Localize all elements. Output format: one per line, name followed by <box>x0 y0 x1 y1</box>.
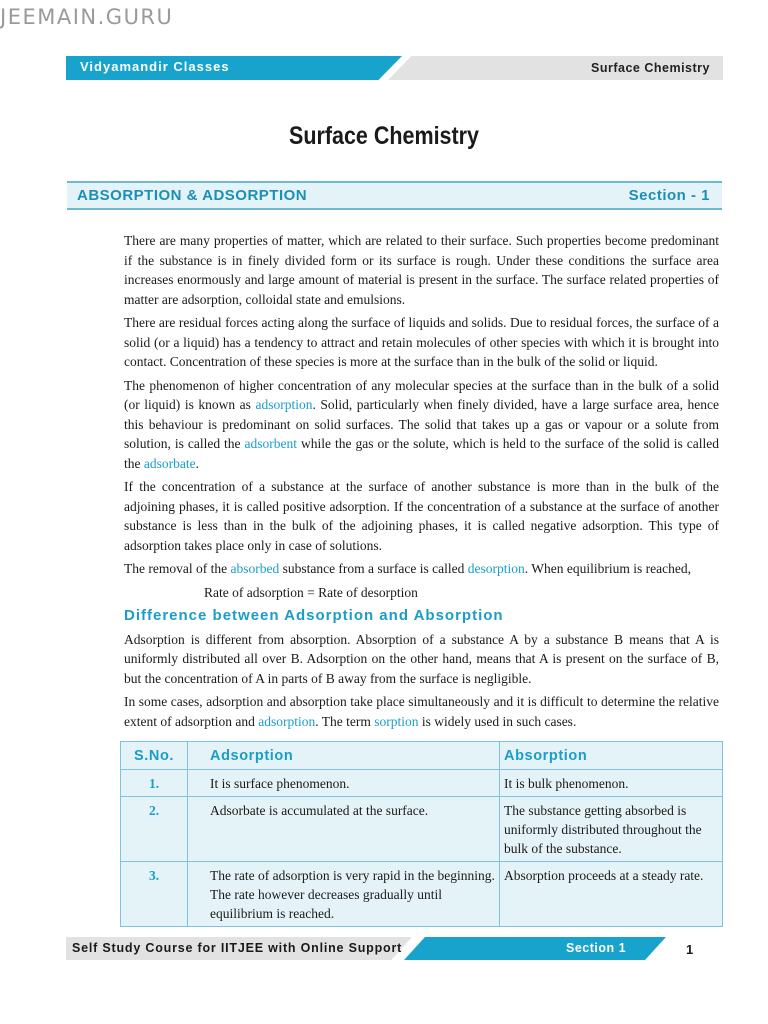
table-row <box>121 797 723 862</box>
paragraph-2: There are residual forces acting along the surface of liquids and solids. Due to residual forces, the surface of a solid (or a liquid) has a tendency to attract and retain molecules of other species with which it is brought into contact. Concentration of these species is more at the surface than in the bulk of the solid or liquid. <box>124 315 719 369</box>
section-number: Section - 1 <box>628 187 710 204</box>
subheading: Difference between Adsorption and Absorption <box>124 607 504 624</box>
cell-absorption: The substance getting absorbed is uniformly distributed throughout the bulk of the substance. <box>500 797 723 862</box>
section-title: ABSORPTION & ADSORPTION <box>77 187 308 204</box>
paragraph-1: There are many properties of matter, which are related to their surface. Such properties become predominant if the substance is in finely divided form or its surface is rough. Under these conditions the surface area increases enormously and large amount of material is present in the surface. The surface related properties of matter are adsorption, colloidal state and emulsions. <box>124 233 719 307</box>
paragraph-6: Adsorption is different from absorption. Absorption of a substance A by a substance B means that A is uniformly distributed all over B. Adsorption on the other hand, means that A is present on the surface of B, but the concentration of A in parts of B away from the surface is negligible. <box>124 631 719 686</box>
cell-absorption: Absorption proceeds at a steady rate. <box>500 862 723 927</box>
table-row <box>121 770 723 797</box>
term-absorbed: absorbed <box>230 561 280 576</box>
term-desorption: desorption <box>467 561 525 576</box>
paragraph-4: If the concentration of a substance at the surface of another substance is more than in the bulk of the adjoining phases, it is called positive adsorption. If the concentration of a substance at the surface of another substance is less than in the bulk of the adjoining phases, it is called negative adsorption. This type of adsorption takes place only in case of solutions. <box>124 479 719 553</box>
term-sorption: sorption <box>374 713 419 729</box>
watermark: JEEMAIN.GURU <box>0 5 174 29</box>
body-content <box>124 231 719 735</box>
comparison-table <box>120 741 723 927</box>
cell-adsorption: Adsorbate is accumulated at the surface. <box>188 797 500 862</box>
paragraph-3: The phenomenon of higher concentration of any molecular species at the surface than in the bulk of a solid (or liquid) is known as adsorption. Solid, particularly when finely divided, have a large surface area, hence this behaviour is predominant on solid surfaces. The solid that takes up a gas or vapour or a solute from solution, is called the adsorbent while the gas or the solute, which is held to the surface of the solid is called the adsorbate. <box>124 377 719 471</box>
header-sno: S.No. <box>121 742 188 770</box>
paragraph-5: The removal of the absorbed substance from a surface is called desorption. When equilibrium is reached, <box>124 561 691 576</box>
page-number: 1 <box>686 942 694 957</box>
footer-section: Section 1 <box>566 941 627 955</box>
cell-absorption: It is bulk phenomenon. <box>500 770 723 797</box>
header-absorption: Absorption <box>500 742 723 770</box>
row-number: 3. <box>121 862 188 927</box>
header-chapter: Surface Chemistry <box>591 61 710 75</box>
term-adsorption-2: adsorption <box>258 713 316 729</box>
term-adsorption: adsorption <box>255 397 313 412</box>
footer-course: Self Study Course for IITJEE with Online Support <box>72 941 403 955</box>
header-institute: Vidyamandir Classes <box>80 59 230 74</box>
paragraph-7: In some cases, adsorption and absorption take place simultaneously and it is difficult to determine the relative extent of adsorption and adsorption. The term sorption is widely used in such cases. <box>124 694 719 729</box>
row-number: 1. <box>121 770 188 797</box>
cell-adsorption: The rate of adsorption is very rapid in the beginning. The rate however decreases gradually until equilibrium is reached. <box>188 862 500 927</box>
table-header-row <box>121 742 723 770</box>
table-row <box>121 862 723 927</box>
term-adsorbent: adsorbent <box>244 436 298 451</box>
equation: Rate of adsorption = Rate of desorption <box>204 584 418 600</box>
page-title: Surface Chemistry <box>288 122 480 150</box>
header-adsorption: Adsorption <box>188 742 500 770</box>
cell-adsorption: It is surface phenomenon. <box>188 770 500 797</box>
row-number: 2. <box>121 797 188 862</box>
footer-blue-band <box>404 937 666 960</box>
term-adsorbate: adsorbate <box>143 455 196 471</box>
